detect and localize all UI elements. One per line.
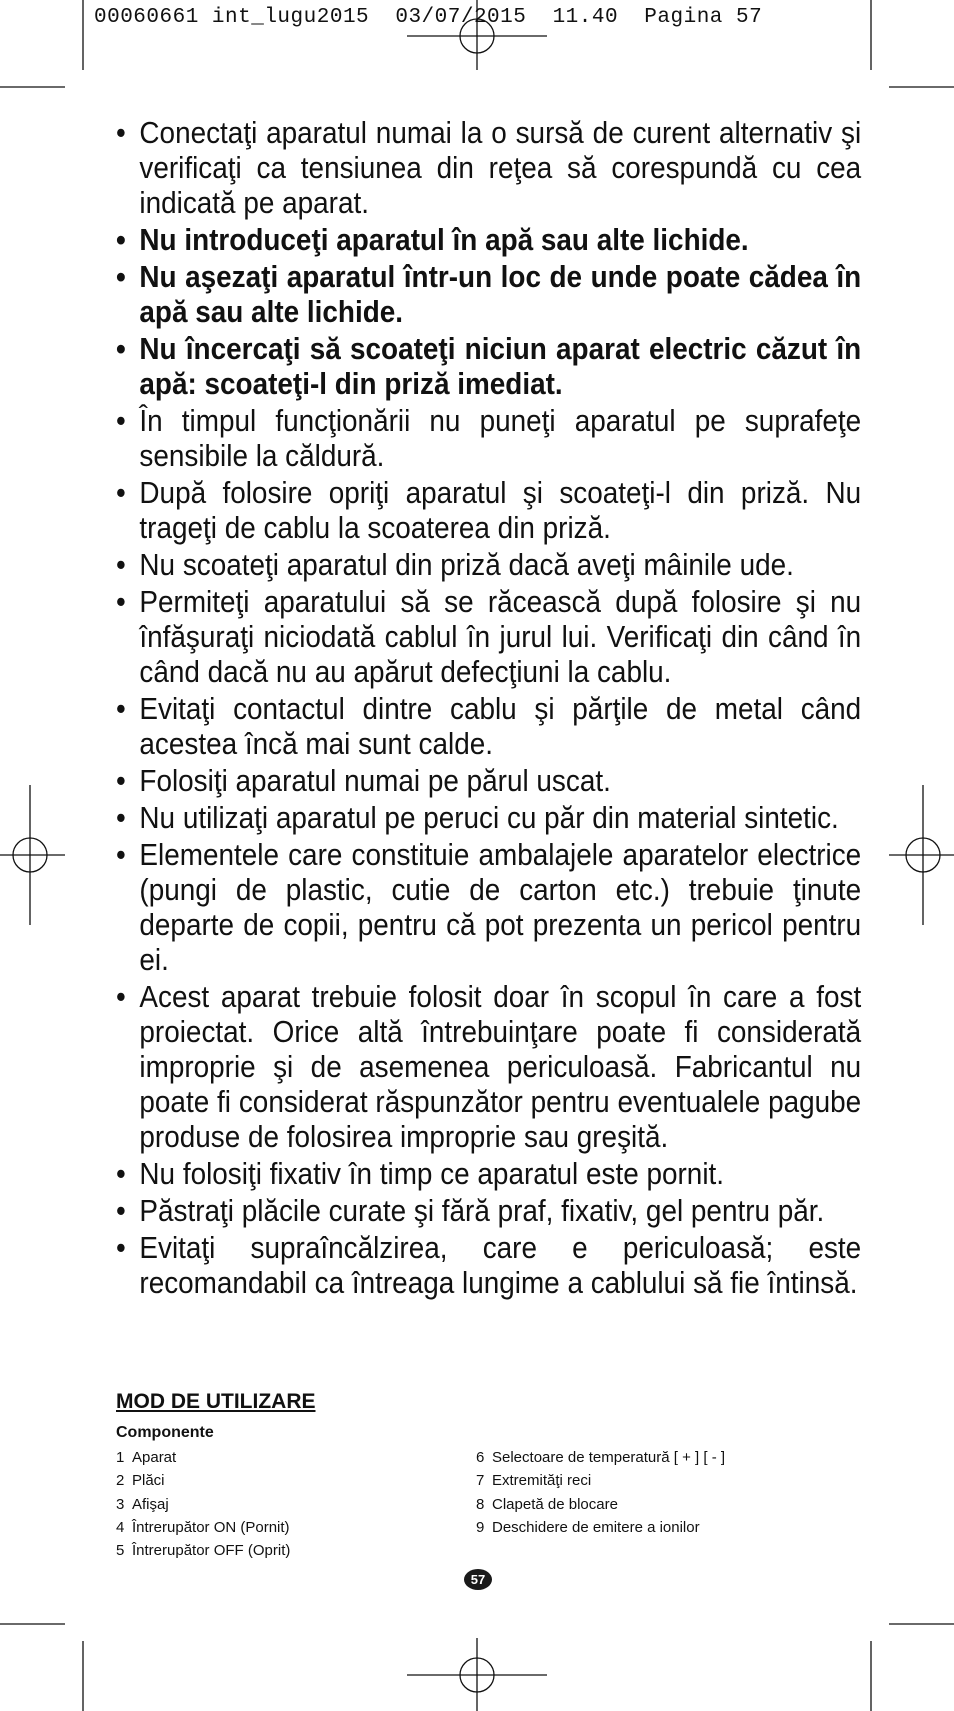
component-item [476, 1469, 725, 1492]
bullet-text: Păstraţi plăcile curate şi fără praf, fixativ, gel pentru păr. [139, 1193, 825, 1228]
component-number: 9 [476, 1518, 485, 1536]
bullet-dot: • [116, 584, 126, 619]
component-label: Afişaj [132, 1495, 169, 1513]
safety-instructions [116, 115, 862, 1302]
bullet-dot: • [116, 837, 126, 872]
component-label: Întrerupător OFF (Oprit) [132, 1542, 291, 1560]
components-left-column [116, 1446, 290, 1562]
safety-bullet-item [116, 691, 861, 761]
section-title: MOD DE UTILIZARE [116, 1390, 316, 1413]
safety-bullet-item [116, 1193, 861, 1228]
component-item [116, 1446, 290, 1469]
bullet-text: Folosiţi aparatul numai pe părul uscat. [139, 763, 611, 798]
bullet-text: Evitaţi contactul dintre cablu şi părţile de metal când acestea încă mai sunt calde. [139, 691, 862, 761]
bullet-text: Nu încercaţi să scoateţi niciun aparat electric căzut în apă: scoateţi-l din priză imediat. [139, 331, 862, 401]
safety-bullet-item [116, 837, 861, 977]
component-item [476, 1493, 725, 1516]
component-number: 1 [116, 1449, 125, 1466]
component-number: 8 [476, 1495, 485, 1513]
bullet-text: Nu utilizaţi aparatul pe peruci cu păr din material sintetic. [139, 800, 839, 835]
bullet-dot: • [116, 979, 126, 1014]
usage-section [116, 1390, 856, 1560]
bullet-dot: • [116, 800, 126, 835]
safety-bullet-item [116, 115, 861, 220]
component-item [116, 1516, 290, 1539]
print-slug-line: 00060661 int_lugu2015 03/07/2015 11.40 Pagina 57 [94, 6, 763, 29]
component-label: Extremităţi reci [492, 1472, 592, 1490]
bullet-text: Conectaţi aparatul numai la o sursă de curent alternativ şi verificaţi ca tensiunea din reţea să corespundă cu cea indicată pe aparat. [139, 115, 862, 220]
component-number: 5 [116, 1542, 125, 1560]
safety-bullet-item [116, 763, 861, 798]
component-number: 3 [116, 1495, 125, 1513]
safety-bullet-item [116, 584, 861, 689]
bullet-dot: • [116, 691, 126, 726]
bullet-text: Permiteţi aparatului să se răcească după folosire şi nu înfăşuraţi niciodată cablul în jurul lui. Verificaţi din când în când dacă nu au apărut defecţiuni la cablu. [139, 584, 862, 689]
bullet-dot: • [116, 115, 126, 150]
bullet-text: În timpul funcţionării nu puneţi aparatul pe suprafeţe sensibile la căldură. [139, 403, 862, 473]
bullet-dot: • [116, 763, 126, 798]
components-right-column [476, 1446, 725, 1539]
component-number: 2 [116, 1472, 125, 1490]
component-item [476, 1446, 725, 1469]
bullet-text: Elementele care constituie ambalajele aparatelor electrice (pungi de plastic, cutie de carton etc.) trebuie ţinute departe de copii, pentru că pot prezenta un pericol pentru ei. [139, 837, 862, 977]
bullet-text: După folosire opriţi aparatul şi scoateţi-l din priză. Nu trageţi de cablu la scoaterea din priză. [139, 475, 862, 545]
component-number: 6 [476, 1449, 485, 1466]
bullet-dot: • [116, 475, 126, 510]
component-number: 7 [476, 1472, 485, 1490]
safety-bullet-item [116, 979, 861, 1154]
bullet-text: Nu folosiţi fixativ în timp ce aparatul este pornit. [139, 1156, 725, 1191]
safety-bullet-item [116, 1230, 861, 1300]
component-label: Selectoare de temperatură [ + ] [ - ] [492, 1449, 726, 1466]
safety-bullet-list [116, 115, 862, 1300]
registration-mark-left [0, 785, 65, 925]
bullet-text: Evitaţi supraîncălzirea, care e periculoasă; este recomandabil ca întreaga lungime a cablului să fie întinsă. [139, 1230, 862, 1300]
bullet-dot: • [116, 1193, 126, 1228]
component-item [116, 1539, 290, 1562]
component-item [116, 1469, 290, 1492]
safety-bullet-item [116, 331, 861, 401]
component-label: Întrerupător ON (Pornit) [132, 1518, 290, 1536]
safety-bullet-item [116, 403, 861, 473]
safety-bullet-item [116, 800, 861, 835]
safety-bullet-item [116, 259, 861, 329]
bullet-text: Nu introduceţi aparatul în apă sau alte lichide. [139, 222, 749, 257]
components-subtitle: Componente [116, 1424, 214, 1441]
safety-bullet-item [116, 547, 861, 582]
component-item [116, 1493, 290, 1516]
component-label: Deschidere de emitere a ionilor [492, 1518, 700, 1536]
bullet-dot: • [116, 259, 126, 294]
registration-mark-right [889, 785, 954, 925]
bullet-dot: • [116, 403, 126, 438]
safety-bullet-item [116, 475, 861, 545]
safety-bullet-item [116, 222, 861, 257]
component-label: Plăci [132, 1472, 165, 1490]
bullet-text: Acest aparat trebuie folosit doar în scopul în care a fost proiectat. Orice altă întrebuinţare poate fi considerată improprie şi de asemenea periculoasă. Fabricantul nu poate fi considerat răspunzător pentru eventualele pagube produse de folosirea improprie sau greşită. [139, 979, 862, 1154]
bullet-dot: • [116, 1230, 126, 1265]
bullet-dot: • [116, 547, 126, 582]
registration-mark-bottom [407, 1638, 547, 1711]
bullet-dot: • [116, 331, 126, 366]
component-label: Clapetă de blocare [492, 1495, 618, 1513]
bullet-text: Nu aşezaţi aparatul într-un loc de unde poate cădea în apă sau alte lichide. [139, 259, 862, 329]
bullet-text: Nu scoateţi aparatul din priză dacă aveţi mâinile ude. [139, 547, 794, 582]
page-number-badge: 57 [464, 1569, 492, 1590]
bullet-dot: • [116, 1156, 126, 1191]
safety-bullet-item [116, 1156, 861, 1191]
component-item [476, 1516, 725, 1539]
component-label: Aparat [132, 1449, 177, 1466]
component-number: 4 [116, 1518, 125, 1536]
bullet-dot: • [116, 222, 126, 257]
